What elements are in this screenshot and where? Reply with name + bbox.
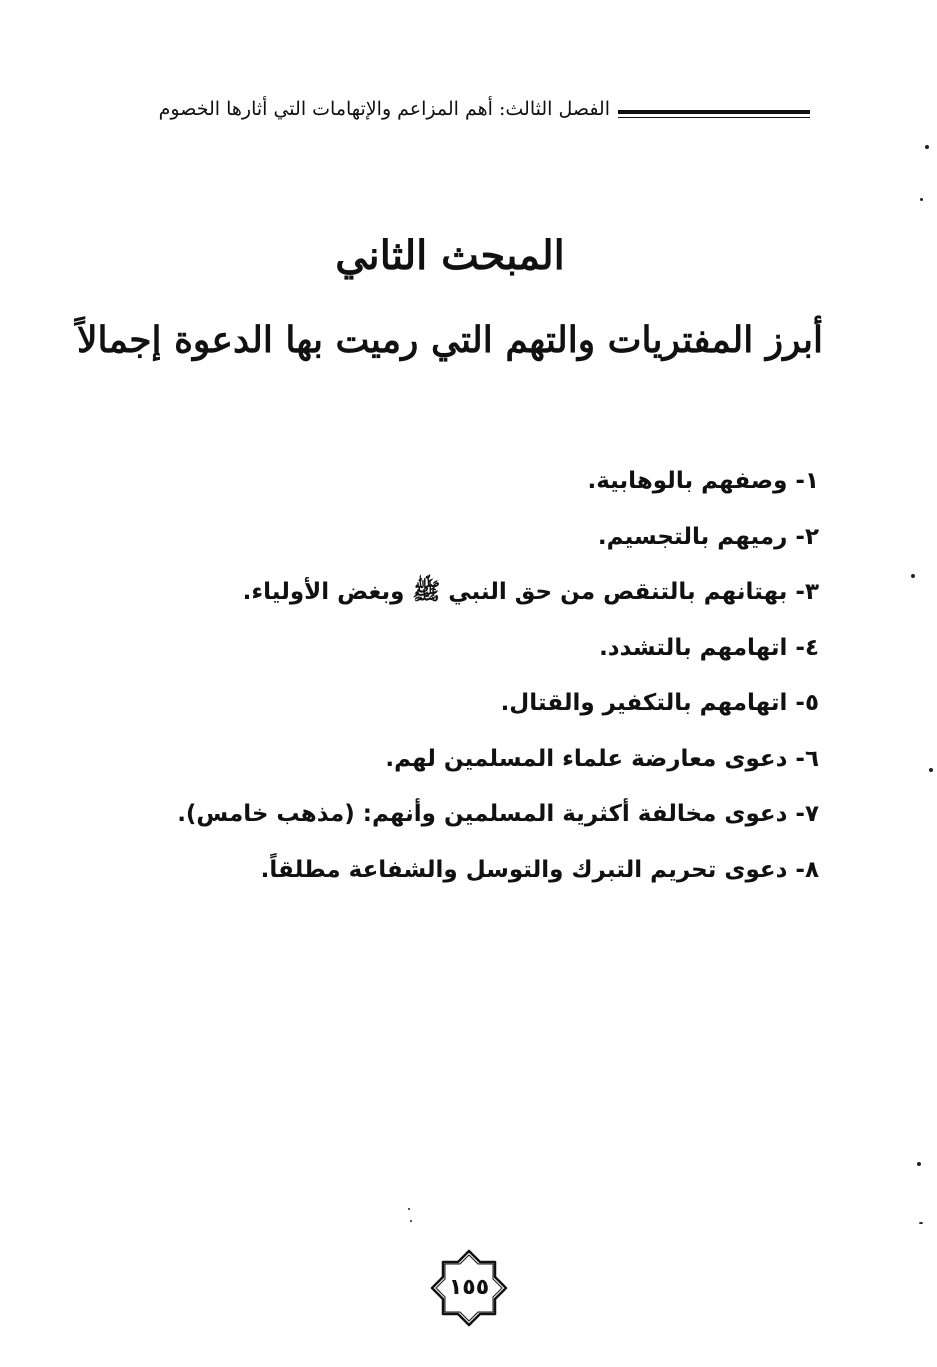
running-header	[100, 96, 810, 130]
list-item: ٨- دعوى تحريم التبرك والتوسل والشفاعة مطلقاً.	[260, 856, 819, 883]
list-item: ٣- بهتانهم بالتنقص من حق النبي ﷺ وبغض الأولياء.	[242, 579, 819, 605]
list-item: ١- وصفهم بالوهابية.	[587, 468, 819, 494]
section-heading: المبحث الثاني	[335, 232, 565, 279]
list-item: ٤- اتهامهم بالتشدد.	[599, 634, 819, 661]
scan-speck	[919, 1222, 923, 1224]
scan-speck	[920, 198, 923, 201]
scan-speck	[410, 1220, 412, 1222]
scan-speck	[929, 768, 933, 772]
list-item: ٧- دعوى مخالفة أكثرية المسلمين وأنهم: (مذهب خامس).	[177, 801, 819, 827]
list-item: ٦- دعوى معارضة علماء المسلمين لهم.	[385, 745, 819, 772]
running-header-text: الفصل الثالث: أهم المزاعم والإتهامات التي أثارها الخصوم	[158, 98, 610, 120]
section-subtitle: أبرز المفتريات والتهم التي رميت بها الدعوة إجمالاً	[76, 319, 824, 361]
page-number-ornament	[424, 1243, 514, 1333]
list-item: ٢- رميهم بالتجسيم.	[597, 523, 819, 550]
page-number: ١٥٥	[448, 1275, 490, 1300]
header-rule	[618, 110, 810, 118]
accusation-list	[177, 458, 819, 902]
list-item: ٥- اتهامهم بالتكفير والقتال.	[500, 690, 819, 716]
scan-speck	[408, 1208, 410, 1210]
scan-speck	[917, 1162, 921, 1166]
scan-speck	[911, 574, 915, 578]
scan-speck	[925, 145, 929, 149]
